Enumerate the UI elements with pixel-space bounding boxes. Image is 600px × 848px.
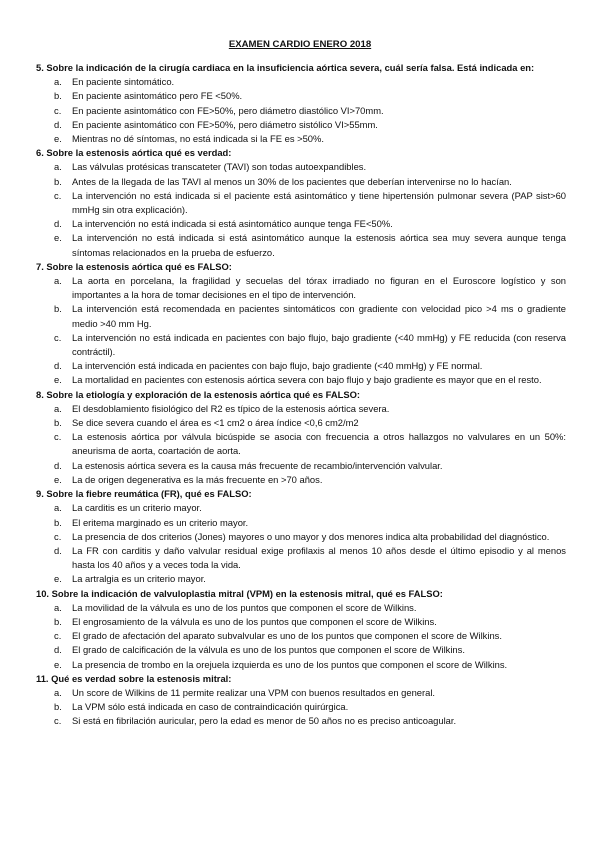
- option-letter: a.: [54, 161, 62, 173]
- answer-option: [36, 331, 566, 359]
- option-text: Mientras no dé síntomas, no está indicada si la FE es >50%.: [72, 133, 324, 145]
- answer-option: [36, 601, 566, 615]
- option-letter: b.: [54, 615, 62, 627]
- option-letter: c.: [54, 715, 62, 727]
- question-text: 9. Sobre la fiebre reumática (FR), qué es FALSO:: [36, 488, 252, 500]
- answer-option: [36, 104, 566, 118]
- answer-option: [36, 473, 566, 487]
- answer-option: [36, 89, 566, 103]
- option-letter: c.: [54, 189, 62, 201]
- question-block: [36, 61, 566, 146]
- answer-option: [36, 629, 566, 643]
- option-letter: c.: [54, 630, 62, 642]
- answer-option: [36, 359, 566, 373]
- question-text: 10. Sobre la indicación de valvuloplastia mitral (VPM) en la estenosis mitral, qué es FALSO:: [36, 587, 443, 599]
- option-letter: a.: [54, 601, 62, 613]
- option-text: El grado de calcificación de la válvula es uno de los puntos que componen el score de Wilkins.: [72, 644, 465, 656]
- option-text: La intervención está recomendada en pacientes sintomáticos con gradiente con velocidad pico >4 ms o gradiente medio >40 mm Hg.: [72, 303, 566, 329]
- option-text: La mortalidad en pacientes con estenosis aórtica severa con bajo flujo y bajo gradiente es mayor que en el resto.: [72, 374, 542, 386]
- question-block: [36, 260, 566, 388]
- option-text: El desdoblamiento fisiológico del R2 es típico de la estenosis aórtica severa.: [72, 402, 390, 414]
- question-block: [36, 587, 566, 672]
- answer-option: [36, 643, 566, 657]
- question-block: [36, 388, 566, 487]
- questions-list: [36, 61, 566, 729]
- option-letter: e.: [54, 232, 62, 244]
- question-text: 8. Sobre la etiología y exploración de la estenosis aórtica qué es FALSO:: [36, 388, 361, 400]
- option-text: En paciente asintomático pero FE <50%.: [72, 90, 243, 102]
- option-text: Las válvulas protésicas transcateter (TAVI) son todas autoexpandibles.: [72, 161, 367, 173]
- option-text: La aorta en porcelana, la fragilidad y secuelas del tórax irradiado no figuran en el Euroscore logístico y son importantes a la hora de tomar decisiones en el tipo de intervención.: [72, 275, 566, 301]
- option-letter: b.: [54, 90, 62, 102]
- answer-option: [36, 75, 566, 89]
- option-letter: e.: [54, 133, 62, 145]
- option-letter: b.: [54, 417, 62, 429]
- option-letter: c.: [54, 331, 62, 343]
- answer-option: [36, 118, 566, 132]
- answer-option: [36, 160, 566, 174]
- option-letter: e.: [54, 658, 62, 670]
- option-text: El engrosamiento de la válvula es uno de los puntos que componen el score de Wilkins.: [72, 615, 437, 627]
- option-letter: a.: [54, 76, 62, 88]
- option-text: La VPM sólo está indicada en caso de contraindicación quirúrgica.: [72, 701, 349, 713]
- option-letter: b.: [54, 303, 62, 315]
- option-letter: d.: [54, 459, 62, 471]
- option-letter: e.: [54, 374, 62, 386]
- answer-option: [36, 686, 566, 700]
- option-text: La presencia de trombo en la orejuela izquierda es uno de los puntos que componen el score de Wilkins.: [72, 658, 508, 670]
- answer-option: [36, 231, 566, 259]
- option-text: La intervención no está indicada si está asintomático aunque la estenosis aórtica sea muy severa aunque tenga síntomas relacionados en la prueba de esfuerzo.: [72, 232, 566, 258]
- question-block: [36, 487, 566, 586]
- answer-option: [36, 175, 566, 189]
- option-letter: d.: [54, 218, 62, 230]
- option-text: Un score de Wilkins de 11 permite realizar una VPM con buenos resultados en general.: [72, 686, 436, 698]
- option-text: El grado de afectación del aparato subvalvular es uno de los puntos que componen el score de Wilkins.: [72, 630, 502, 642]
- option-text: La presencia de dos criterios (Jones) mayores o uno mayor y dos menores indica alta probabilidad del diagnóstico.: [72, 530, 550, 542]
- answer-option: [36, 714, 566, 728]
- option-text: La movilidad de la válvula es uno de los puntos que componen el score de Wilkins.: [72, 601, 417, 613]
- answer-option: [36, 516, 566, 530]
- option-text: En paciente sintomático.: [72, 76, 175, 88]
- exam-title: EXAMEN CARDIO ENERO 2018: [228, 39, 372, 50]
- option-text: La FR con carditis y daño valvular residual exige profilaxis al menos 10 años desde el último episodio y al menos hasta los 40 años y a veces toda la vida.: [72, 544, 566, 571]
- option-letter: a.: [54, 502, 62, 514]
- option-text: En paciente asintomático con FE>50%, pero diámetro sistólico VI>55mm.: [72, 118, 378, 130]
- option-letter: a.: [54, 402, 62, 414]
- option-letter: c.: [54, 431, 62, 443]
- question-text: 5. Sobre la indicación de la cirugía cardiaca en la insuficiencia aórtica severa, cuál sería falsa. Está indicada en:: [36, 62, 535, 73]
- option-letter: d.: [54, 544, 62, 556]
- question-text: 11. Qué es verdad sobre la estenosis mitral:: [36, 672, 232, 684]
- answer-option: [36, 430, 566, 458]
- option-text: En paciente asintomático con FE>50%, pero diámetro diastólico VI>70mm.: [72, 104, 384, 116]
- option-letter: c.: [54, 530, 62, 542]
- answer-option: [36, 132, 566, 146]
- option-letter: e.: [54, 473, 62, 485]
- answer-option: [36, 217, 566, 231]
- option-text: Si está en fibrilación auricular, pero la edad es menor de 50 años no es preciso anticoagular.: [72, 715, 457, 727]
- answer-option: [36, 416, 566, 430]
- option-text: La intervención no está indicada en pacientes con bajo flujo, bajo gradiente (<40 mmHg) y FE reducida (con reserva contráctil).: [72, 331, 566, 358]
- answer-option: [36, 373, 566, 387]
- answer-option: [36, 530, 566, 544]
- answer-option: [36, 459, 566, 473]
- answer-option: [36, 302, 566, 330]
- question-text: 7. Sobre la estenosis aórtica qué es FALSO:: [36, 260, 232, 272]
- option-text: La estenosis aórtica por válvula bicúspide se asocia con frecuencia a otros hallazgos no valvulares en un 50%: aneurisma de aorta, coartación de aorta.: [72, 431, 566, 457]
- answer-option: [36, 658, 566, 672]
- option-letter: b.: [54, 516, 62, 528]
- option-text: La de origen degenerativa es la más frecuente en >70 años.: [72, 473, 323, 485]
- answer-option: [36, 544, 566, 572]
- question-block: [36, 672, 566, 729]
- question-block: [36, 146, 566, 260]
- option-text: La intervención está indicada en pacientes con bajo flujo, bajo gradiente (<40 mmHg) y FE normal.: [72, 360, 483, 372]
- answer-option: [36, 572, 566, 586]
- answer-option: [36, 501, 566, 515]
- option-letter: c.: [54, 104, 62, 116]
- option-text: El eritema marginado es un criterio mayor.: [72, 516, 249, 528]
- option-text: La intervención no está indicada si el paciente está asintomático y tiene hipertensión pulmonar severa (PAP sist>60 mmHg sin otra explicación).: [72, 189, 566, 216]
- question-text: 6. Sobre la estenosis aórtica qué es verdad:: [36, 147, 232, 159]
- answer-option: [36, 274, 566, 302]
- option-text: La carditis es un criterio mayor.: [72, 502, 202, 514]
- answer-option: [36, 189, 566, 217]
- option-text: Se dice severa cuando el área es <1 cm2 o área índice <0,6 cm2/m2: [72, 417, 359, 429]
- option-letter: d.: [54, 644, 62, 656]
- option-letter: b.: [54, 175, 62, 187]
- option-text: La estenosis aórtica severa es la causa más frecuente de recambio/intervención valvular.: [72, 459, 443, 471]
- option-letter: a.: [54, 686, 62, 698]
- option-text: La artralgia es un criterio mayor.: [72, 573, 206, 585]
- option-text: La intervención no está indicada si está asintomático aunque tenga FE<50%.: [72, 218, 393, 230]
- option-letter: d.: [54, 118, 62, 130]
- answer-option: [36, 402, 566, 416]
- answer-option: [36, 700, 566, 714]
- answer-option: [36, 615, 566, 629]
- option-letter: e.: [54, 573, 62, 585]
- option-letter: a.: [54, 275, 62, 287]
- option-letter: b.: [54, 701, 62, 713]
- option-text: Antes de la llegada de las TAVI al menos un 30% de los pacientes que deberían intervenirse no lo hacían.: [72, 175, 512, 187]
- option-letter: d.: [54, 360, 62, 372]
